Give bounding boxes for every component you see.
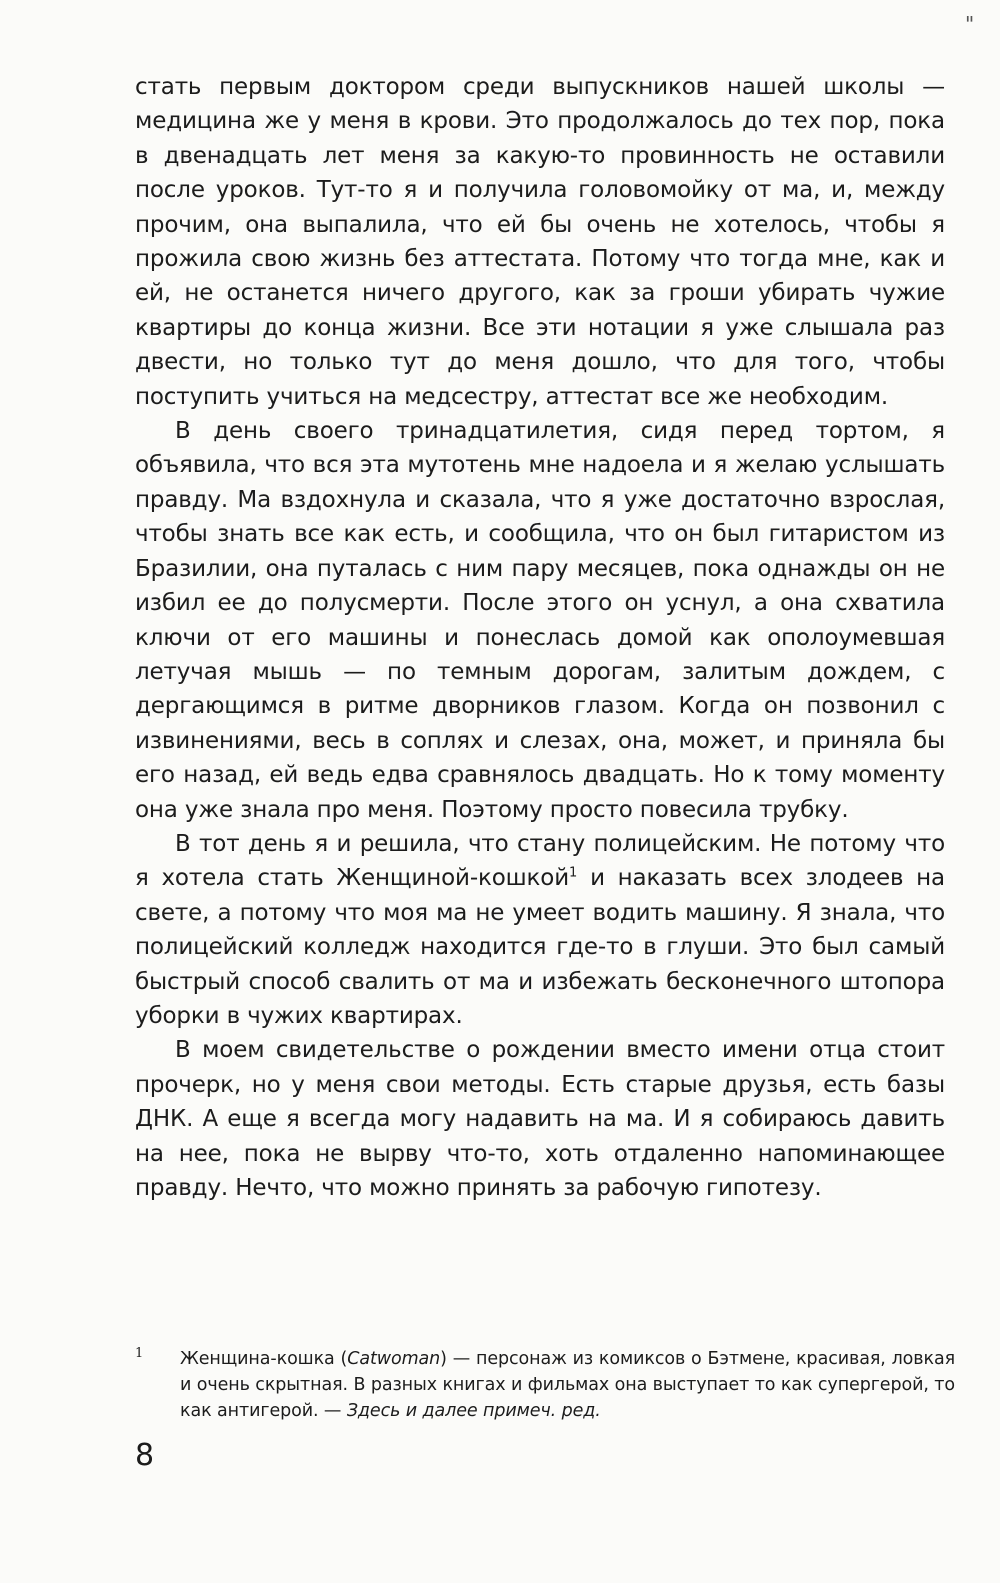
main-text bbox=[135, 70, 945, 1205]
footnote-part-1: Женщина-кошка ( bbox=[180, 1349, 348, 1369]
footnote-number: 1 bbox=[135, 1346, 144, 1361]
paragraph-3 bbox=[135, 827, 945, 1033]
footnote-italic-1: Catwoman bbox=[347, 1349, 441, 1369]
paragraph-4: В моем свидетельстве о рождении вместо имени отца стоит прочерк, но у меня свои методы. Есть старые друзья, есть базы ДНК. А еще я всегда могу надавить на ма. И я собираюсь давить на нее, пока не вырву что-то, хоть отдаленно напоминающее правду. Нечто, что можно принять за рабочую гипотезу. bbox=[135, 1037, 945, 1201]
paragraph-3-text-after-ref: и наказать всех злодеев на свете, а потому что моя ма не умеет водить машину. Я знала, что полицейский колледж находится где-то в глуши. Это был самый быстрый способ свалить от ма и избежать бесконечного штопора уборки в чужих квартирах. bbox=[135, 865, 945, 1029]
page-number: 8 bbox=[135, 1438, 155, 1473]
paragraph-2: В день своего тринадцатилетия, сидя перед тортом, я объявила, что вся эта мутотень мне надоела и я желаю услышать правду. Ма вздохнула и сказала, что я уже достаточно взрослая, чтобы знать все как есть, и сообщила, что он был гитаристом из Бразилии, она путалась с ним пару месяцев, пока однажды он не избил ее до полусмерти. После этого он уснул, а она схватила ключи от его машины и понеслась домой как ополоумевшая летучая мышь — по темным дорогам, залитым дождем, с дергающимся в ритме дворников глазом. Когда он позвонил с извинениями, весь в соплях и слезах, она, может, и приняла бы его назад, ей ведь едва сравнялось двадцать. Но к тому моменту она уже знала про меня. Поэтому просто повесила трубку. bbox=[135, 418, 945, 823]
footnote-text bbox=[180, 1346, 955, 1424]
footnote bbox=[135, 1346, 955, 1424]
corner-mark: " bbox=[965, 12, 975, 36]
paragraph-3-text-before-ref: В тот день я и решила, что стану полицейским. Не потому что я хотела стать Женщиной-кошкой bbox=[135, 830, 945, 892]
paragraph-1: стать первым доктором среди выпускников нашей школы — медицина же у меня в крови. Это продолжалось до тех пор, пока в двенадцать лет меня за какую-то провинность не оставили после уроков. Тут-то я и получила головомойку от ма, и, между прочим, она выпалила, что ей бы очень не хотелось, чтобы я прожила свою жизнь без аттестата. Потому что тогда мне, как и ей, не останется ничего другого, как за гроши убирать чужие квартиры до конца жизни. Все эти нотации я уже слышала раз двести, но только тут до меня дошло, что для того, чтобы поступить учиться на медсестру, аттестат все же необходим. bbox=[135, 74, 945, 410]
footnote-italic-2: Здесь и далее примеч. ред. bbox=[346, 1401, 601, 1421]
footnote-part-2: ) — персонаж из комиксов о Бэтмене, красивая, ловкая и очень скрытная. В разных книгах и фильмах она выступает то как супергерой, то как антигерой. — bbox=[180, 1349, 955, 1421]
footnote-reference: 1 bbox=[569, 865, 578, 881]
